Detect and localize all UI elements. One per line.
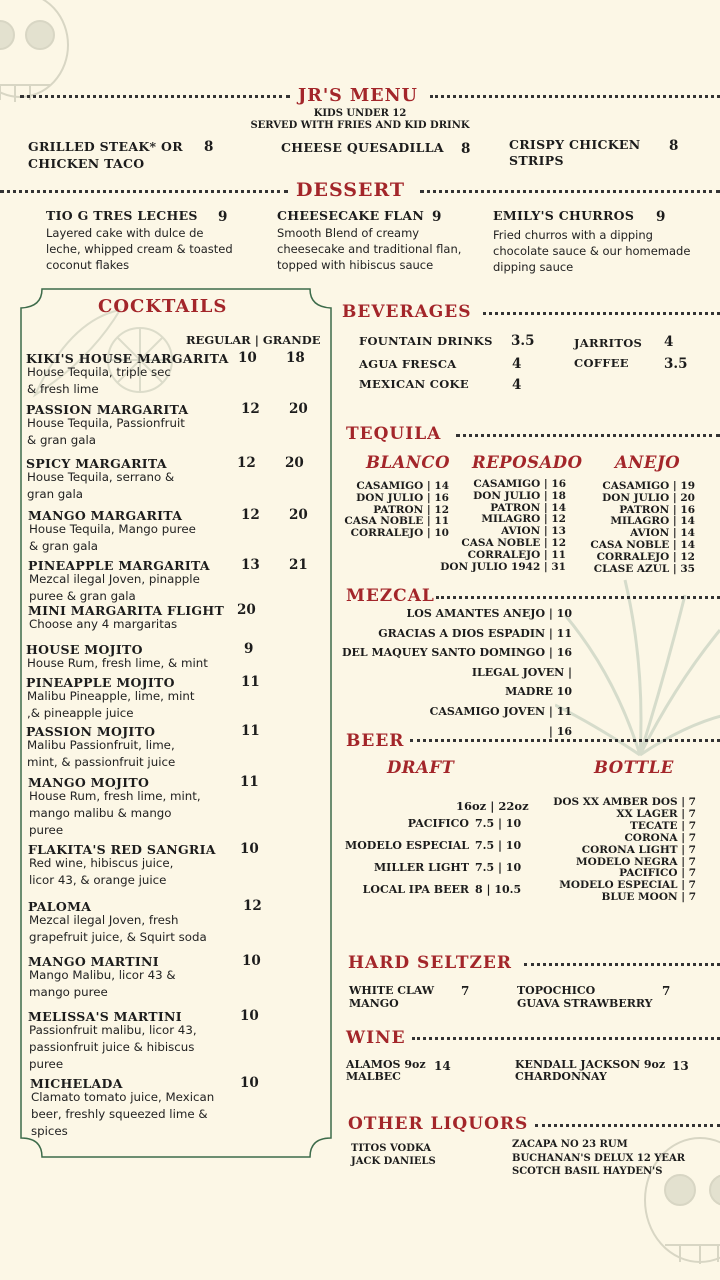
menu-item-name: GUAVA STRAWBERRY bbox=[517, 997, 653, 1010]
grande-price: 21 bbox=[289, 557, 308, 573]
menu-item-name: MEXICAN COKE bbox=[359, 377, 469, 391]
mezcal-item: MADRE 10 bbox=[505, 685, 572, 698]
bottle-beer-item: CORONA LIGHT | 7 bbox=[581, 843, 696, 856]
description-line: House Tequila, Mango puree bbox=[29, 522, 196, 536]
cocktail-description bbox=[27, 688, 194, 722]
cocktail-description bbox=[29, 788, 201, 839]
divider-dots bbox=[410, 739, 720, 742]
bottle-beer-item: DOS XX AMBER DOS | 7 bbox=[553, 796, 696, 808]
draft-beer-name: MILLER LIGHT bbox=[374, 861, 469, 874]
cocktail-name: MANGO MARTINI bbox=[28, 954, 159, 969]
description-line: puree bbox=[29, 1057, 64, 1071]
draft-beer-name: MODELO ESPECIAL bbox=[345, 839, 469, 852]
description-line: grapefruit juice, & Squirt soda bbox=[29, 930, 207, 944]
menu-item-name: EMILY'S CHURROS bbox=[493, 208, 635, 223]
liquor-item: SCOTCH BASIL HAYDEN'S bbox=[512, 1166, 663, 1177]
tequila-reposado-list bbox=[440, 479, 566, 573]
draft-beer-name: PACIFICO bbox=[407, 817, 469, 830]
regular-price: 9 bbox=[244, 641, 254, 657]
description-line: House Tequila, Passionfruit bbox=[27, 416, 185, 430]
cocktail-name: PASSION MARGARITA bbox=[26, 402, 189, 417]
liquor-item: TITOS VODKA bbox=[351, 1143, 431, 1154]
cocktail-name: PALOMA bbox=[28, 899, 92, 914]
divider-dots bbox=[412, 1037, 720, 1040]
divider-dots bbox=[430, 95, 720, 98]
cocktail-name: KIKI'S HOUSE MARGARITA bbox=[26, 351, 229, 366]
cocktail-name: MANGO MARGARITA bbox=[28, 508, 183, 523]
tequila-item: PATRON | 12 bbox=[373, 503, 449, 516]
bottle-beer-item: BLUE MOON | 7 bbox=[601, 891, 696, 904]
description-line: Choose any 4 margaritas bbox=[29, 617, 178, 631]
draft-beer-price: 7.5 | 10 bbox=[475, 861, 522, 874]
grande-price: 18 bbox=[286, 350, 305, 366]
description-line: Malibu Pineapple, lime, mint bbox=[27, 689, 195, 703]
tequila-item: MILAGRO | 14 bbox=[610, 515, 695, 528]
tequila-item: CASA NOBLE | 11 bbox=[344, 515, 449, 528]
description-line: Red wine, hibiscus juice, bbox=[29, 856, 174, 870]
bottle-beer-item: MODELO ESPECIAL | 7 bbox=[559, 879, 696, 892]
liquor-item: ZACAPA NO 23 RUM bbox=[512, 1139, 628, 1150]
tequila-item: CORRALEJO | 10 bbox=[350, 527, 449, 540]
section-title-other-liquors: OTHER LIQUORS bbox=[348, 1114, 529, 1134]
menu-item-price: 4 bbox=[512, 377, 522, 393]
divider-dots bbox=[524, 963, 720, 966]
regular-price: 10 bbox=[240, 841, 259, 857]
menu-item-price: 3.5 bbox=[511, 333, 535, 349]
menu-item-name: CRISPY CHICKEN bbox=[509, 137, 641, 152]
menu-item-price: 9 bbox=[656, 209, 666, 225]
tequila-item: CASA NOBLE | 14 bbox=[590, 538, 695, 551]
menu-item-name: GRILLED STEAK* OR bbox=[28, 139, 183, 154]
category-label-reposado: REPOSADO bbox=[472, 453, 583, 472]
menu-item-name: KENDALL JACKSON 9oz bbox=[515, 1058, 666, 1071]
cocktail-description bbox=[31, 1089, 214, 1140]
cocktail-name: HOUSE MOJITO bbox=[26, 642, 143, 657]
description-line: House Tequila, serrano & bbox=[27, 470, 175, 484]
section-title-hard-seltzer: HARD SELTZER bbox=[348, 953, 512, 973]
bottle-beer-item: CORONA | 7 bbox=[624, 831, 696, 844]
grande-price: 20 bbox=[285, 455, 304, 471]
description-line: Mezcal ilegal Joven, pinapple bbox=[29, 572, 200, 586]
description-line: puree & gran gala bbox=[29, 589, 136, 603]
tequila-item: AVION | 14 bbox=[630, 527, 695, 540]
mezcal-item: ILEGAL JOVEN | bbox=[471, 666, 572, 679]
grande-price: 20 bbox=[289, 401, 308, 417]
description-line: mint, & passionfruit juice bbox=[27, 755, 176, 769]
divider-dots bbox=[20, 95, 290, 98]
regular-price: 11 bbox=[241, 674, 260, 690]
section-title-beer: BEER bbox=[346, 731, 405, 751]
section-title-tequila: TEQUILA bbox=[346, 424, 442, 444]
category-label-anejo: ANEJO bbox=[615, 453, 681, 472]
regular-price: 12 bbox=[237, 455, 256, 471]
bottle-list bbox=[553, 797, 696, 904]
cocktail-description bbox=[29, 1022, 197, 1073]
tequila-item: DON JULIO | 20 bbox=[602, 491, 695, 504]
description-line: Passionfruit malibu, licor 43, bbox=[29, 1023, 197, 1037]
menu-item-price: 7 bbox=[662, 984, 671, 998]
description-line: Clamato tomato juice, Mexican bbox=[31, 1090, 215, 1104]
description-line: licor 43, & orange juice bbox=[29, 873, 167, 887]
description-line: ,& pineapple juice bbox=[27, 706, 134, 720]
menu-item-name: MALBEC bbox=[346, 1070, 401, 1083]
regular-price: 10 bbox=[240, 1008, 259, 1024]
cocktail-name: FLAKITA'S RED SANGRIA bbox=[28, 842, 216, 857]
cocktail-name: PINEAPPLE MARGARITA bbox=[28, 558, 210, 573]
description-line: mango puree bbox=[29, 985, 108, 999]
grande-price: 20 bbox=[289, 507, 308, 523]
mezcal-item: CASAMIGO JOVEN | 11 bbox=[429, 705, 572, 718]
regular-price: 13 bbox=[241, 557, 260, 573]
tequila-item: CORRALEJO | 11 bbox=[467, 548, 566, 561]
cocktail-description bbox=[27, 469, 174, 503]
category-label-bottle: BOTTLE bbox=[594, 758, 674, 777]
menu-item-name: MANGO bbox=[349, 997, 399, 1010]
regular-price: 10 bbox=[240, 1075, 259, 1091]
mezcal-item: | 16 bbox=[548, 725, 572, 738]
regular-price: 12 bbox=[241, 401, 260, 417]
menu-item-name: JARRITOS bbox=[574, 336, 643, 350]
description-line: gran gala bbox=[27, 487, 84, 501]
cocktail-description bbox=[29, 967, 176, 1001]
menu-item-name: AGUA FRESCA bbox=[359, 357, 457, 371]
agave-decoration bbox=[555, 575, 720, 765]
menu-item-price: 8 bbox=[204, 139, 214, 155]
description-line: & gran gala bbox=[29, 539, 98, 553]
category-label-blanco: BLANCO bbox=[366, 453, 450, 472]
category-label-draft: DRAFT bbox=[387, 758, 455, 777]
description-line: House Tequila, triple sec bbox=[27, 365, 171, 379]
menu-item-name: TOPOCHICO bbox=[517, 984, 596, 997]
jrs-menu-subtitle: SERVED WITH FRIES AND KID DRINK bbox=[250, 120, 470, 131]
menu-item-name: ALAMOS 9oz bbox=[346, 1058, 426, 1071]
cocktail-name: MANGO MOJITO bbox=[28, 775, 150, 790]
description-line: House Rum, fresh lime, mint, bbox=[29, 789, 201, 803]
regular-price: 10 bbox=[242, 953, 261, 969]
tequila-item: CASAMIGO | 19 bbox=[602, 480, 695, 492]
tequila-item: CLASE AZUL | 35 bbox=[593, 562, 695, 575]
cocktail-description bbox=[29, 855, 173, 889]
tequila-item: CORRALEJO | 12 bbox=[596, 550, 695, 563]
cocktail-description bbox=[29, 571, 200, 605]
menu-item-price: 4 bbox=[664, 334, 674, 350]
bottle-beer-item: PACIFICO | 7 bbox=[619, 867, 696, 880]
cocktail-name: PINEAPPLE MOJITO bbox=[26, 675, 175, 690]
regular-price: 20 bbox=[237, 602, 256, 618]
section-title-wine: WINE bbox=[346, 1028, 406, 1048]
mezcal-item: DEL MAQUEY SANTO DOMINGO | 16 bbox=[341, 646, 572, 659]
menu-item-name: CHEESECAKE FLAN bbox=[277, 208, 425, 223]
tequila-item: PATRON | 16 bbox=[619, 503, 695, 516]
liquor-item: BUCHANAN'S DELUX 12 YEAR bbox=[512, 1153, 686, 1164]
menu-item-name: CHARDONNAY bbox=[515, 1070, 607, 1083]
menu-item-price: 8 bbox=[461, 141, 471, 157]
regular-price: 11 bbox=[241, 723, 260, 739]
section-title-jrs-menu: JR'S MENU bbox=[298, 86, 418, 106]
description-line: beer, freshly squeezed lime & bbox=[31, 1107, 208, 1121]
menu-item-name: CHICKEN TACO bbox=[28, 156, 145, 171]
tequila-item: CASAMIGO | 14 bbox=[356, 480, 449, 492]
cocktail-name: MELISSA'S MARTINI bbox=[28, 1009, 182, 1024]
menu-item-price: 4 bbox=[512, 356, 522, 372]
divider-dots bbox=[420, 190, 720, 193]
bottle-beer-item: TECATE | 7 bbox=[630, 819, 696, 832]
cocktail-description bbox=[27, 737, 175, 771]
description-line: Malibu Passionfruit, lime, bbox=[27, 738, 175, 752]
draft-beer-name: LOCAL IPA BEER bbox=[362, 883, 469, 896]
tequila-item: DON JULIO | 18 bbox=[473, 489, 566, 502]
draft-beer-price: 8 | 10.5 bbox=[475, 883, 522, 896]
description-line: Mezcal ilegal Joven, fresh bbox=[29, 913, 179, 927]
description-line: puree bbox=[29, 823, 64, 837]
cocktail-name: MICHELADA bbox=[30, 1076, 123, 1091]
divider-dots bbox=[456, 434, 720, 437]
menu-item-name: STRIPS bbox=[509, 153, 564, 168]
skull-decoration-top-left bbox=[0, 0, 90, 120]
regular-price: 11 bbox=[240, 774, 259, 790]
tequila-item: CASA NOBLE | 12 bbox=[461, 536, 566, 549]
description-line: & fresh lime bbox=[27, 382, 99, 396]
cocktail-description bbox=[27, 364, 171, 398]
cocktail-description bbox=[29, 616, 177, 633]
draft-beer-price: 7.5 | 10 bbox=[475, 839, 522, 852]
menu-item-description: Layered cake with dulce de leche, whipped cream & toasted coconut flakes bbox=[46, 226, 233, 272]
tequila-item: AVION | 13 bbox=[501, 525, 566, 538]
section-title-cocktails: COCKTAILS bbox=[98, 296, 228, 317]
section-title-mezcal: MEZCAL bbox=[346, 586, 435, 606]
divider-dots bbox=[0, 190, 288, 193]
tequila-item: DON JULIO | 16 bbox=[356, 491, 449, 504]
cocktail-description bbox=[29, 912, 207, 946]
menu-item-name: CHEESE QUESADILLA bbox=[281, 140, 444, 155]
description-line: House Rum, fresh lime, & mint bbox=[27, 656, 208, 670]
tequila-item: MILAGRO | 12 bbox=[481, 513, 566, 526]
mezcal-item: GRACIAS A DIOS ESPADIN | 11 bbox=[378, 627, 572, 640]
menu-item-name: TIO G TRES LECHES bbox=[46, 208, 198, 223]
description-line: Mango Malibu, licor 43 & bbox=[29, 968, 176, 982]
jrs-menu-subtitle: KIDS UNDER 12 bbox=[313, 108, 407, 119]
cocktail-name: MINI MARGARITA FLIGHT bbox=[28, 603, 225, 618]
regular-price: 12 bbox=[241, 507, 260, 523]
description-line: & gran gala bbox=[27, 433, 96, 447]
cocktail-description bbox=[27, 415, 185, 449]
regular-price: 10 bbox=[238, 350, 257, 366]
menu-item-name: WHITE CLAW bbox=[349, 984, 435, 997]
section-title-beverages: BEVERAGES bbox=[342, 302, 472, 322]
description-line: passionfruit juice & hibiscus bbox=[29, 1040, 195, 1054]
regular-price: 12 bbox=[243, 898, 262, 914]
menu-item-name: FOUNTAIN DRINKS bbox=[359, 334, 493, 348]
cocktail-description bbox=[27, 655, 208, 672]
cocktail-name: SPICY MARGARITA bbox=[26, 456, 167, 471]
cocktail-description bbox=[29, 521, 196, 555]
description-line: spices bbox=[31, 1124, 68, 1138]
bottle-beer-item: XX LAGER | 7 bbox=[616, 807, 696, 820]
bottle-beer-item: MODELO NEGRA | 7 bbox=[576, 855, 696, 868]
tequila-item: DON JULIO 1942 | 31 bbox=[440, 560, 566, 573]
tequila-blanco-list bbox=[344, 481, 449, 540]
liquor-item: JACK DANIELS bbox=[351, 1156, 436, 1167]
menu-item-price: 3.5 bbox=[664, 356, 688, 372]
divider-dots bbox=[535, 1124, 720, 1127]
cocktail-name: PASSION MOJITO bbox=[26, 724, 156, 739]
menu-item-price: 7 bbox=[461, 984, 470, 998]
tequila-item: CASAMIGO | 16 bbox=[473, 478, 566, 490]
divider-dots bbox=[483, 312, 720, 315]
menu-item-price: 9 bbox=[218, 209, 228, 225]
section-title-dessert: DESSERT bbox=[296, 179, 406, 201]
divider-dots bbox=[436, 596, 720, 599]
menu-item-description: Fried churros with a dipping chocolate sauce & our homemade dipping sauce bbox=[493, 228, 691, 274]
menu-item-price: 9 bbox=[432, 209, 442, 225]
menu-item-description: Smooth Blend of creamy cheesecake and traditional flan, topped with hibiscus sauce bbox=[277, 226, 462, 272]
tequila-item: PATRON | 14 bbox=[490, 501, 566, 514]
menu-item-price: 8 bbox=[669, 138, 679, 154]
menu-item-name: COFFEE bbox=[574, 356, 629, 370]
tequila-anejo-list bbox=[590, 481, 695, 575]
draft-beer-price: 7.5 | 10 bbox=[475, 817, 522, 830]
description-line: mango malibu & mango bbox=[29, 806, 172, 820]
beer-size-header: 16oz | 22oz bbox=[456, 799, 529, 813]
menu-item-price: 14 bbox=[434, 1059, 451, 1073]
cocktails-column-header: REGULAR | GRANDE bbox=[186, 333, 321, 347]
mezcal-item: LOS AMANTES ANEJO | 10 bbox=[406, 607, 572, 620]
menu-item-price: 13 bbox=[672, 1059, 689, 1073]
